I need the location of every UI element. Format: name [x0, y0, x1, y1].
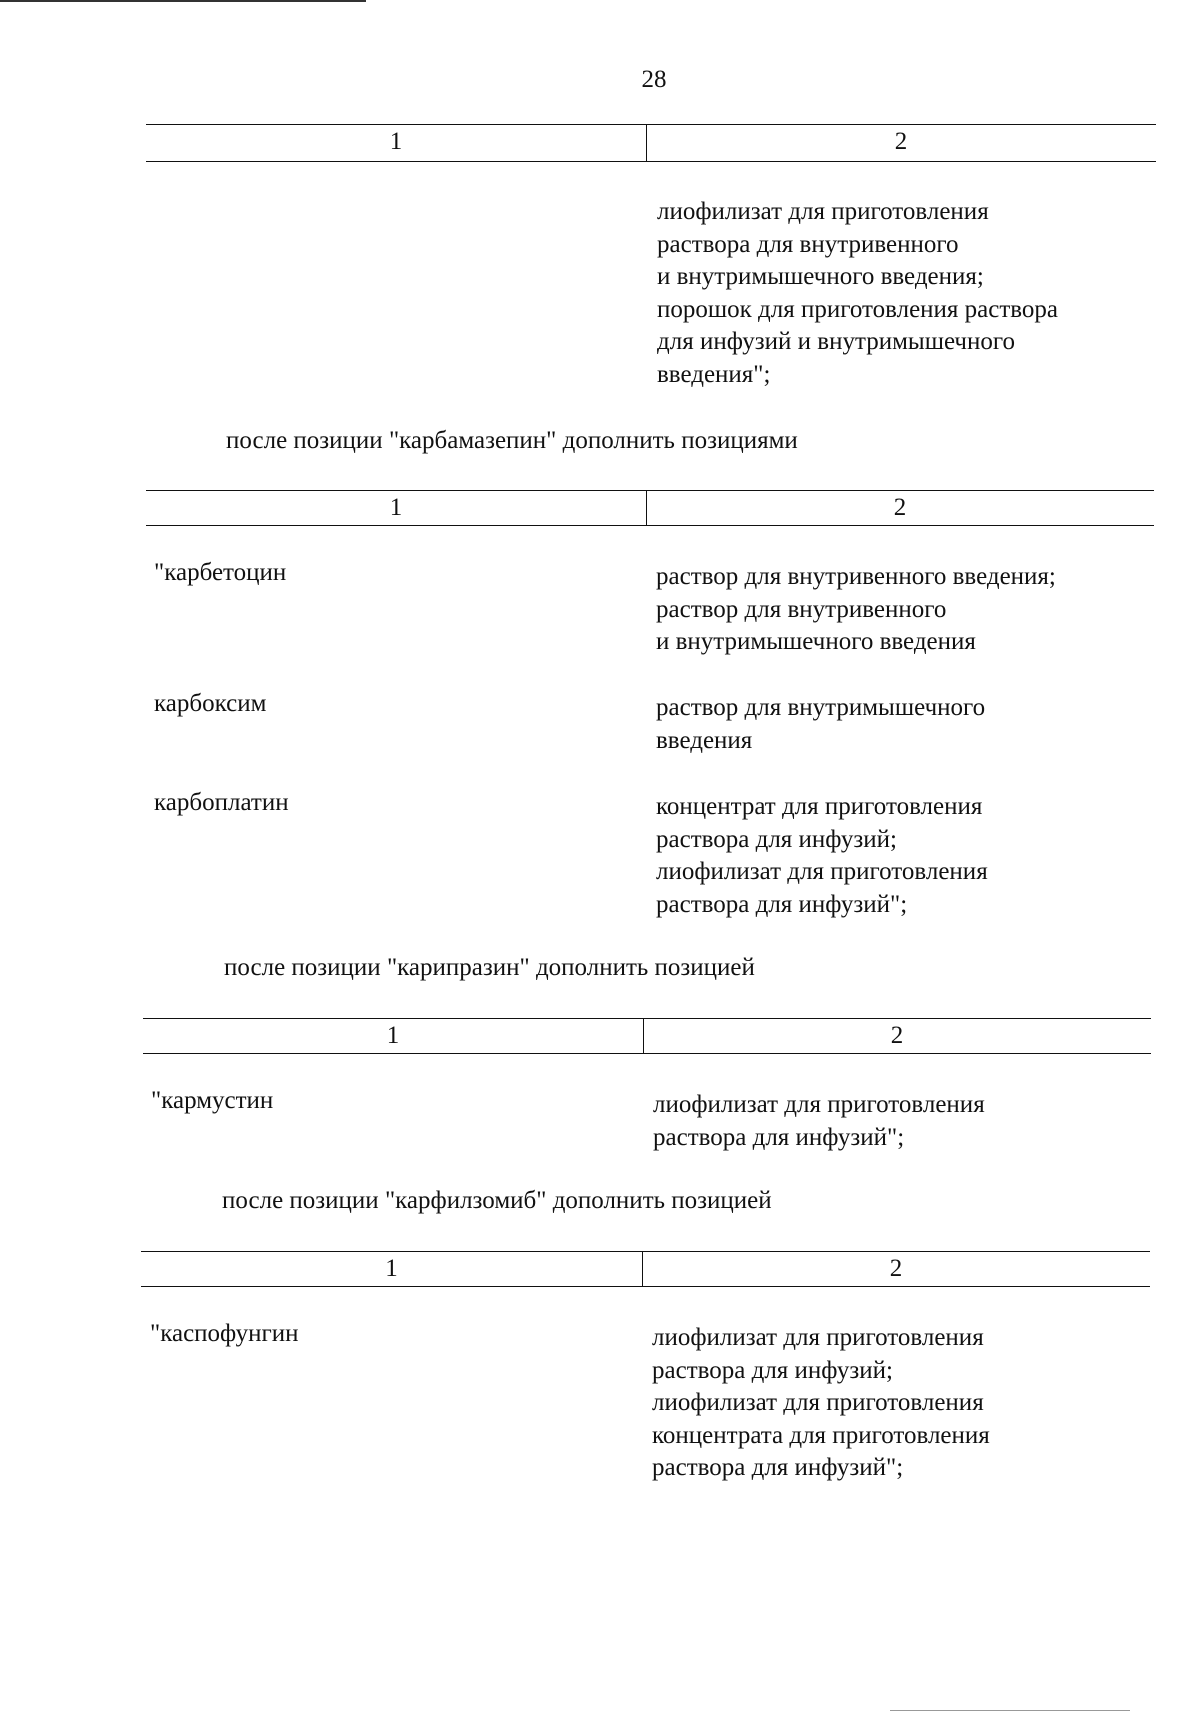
- dosage-form-line: лиофилизат для приготовления: [657, 198, 989, 225]
- dosage-form-line: раствора для инфузий";: [652, 1454, 904, 1481]
- header-bottom-rule: [146, 161, 1156, 162]
- column-number-1: 1: [389, 494, 403, 521]
- dosage-form-line: введения: [656, 726, 753, 754]
- column-number-2: 2: [889, 1255, 903, 1282]
- dosage-form-line: для инфузий и внутримышечного: [657, 328, 1016, 355]
- page-number: 28: [641, 66, 667, 93]
- dosage-forms-cell: [656, 692, 985, 757]
- dosage-form-line: раствора для внутривенного: [657, 230, 959, 258]
- column-header-row: [146, 490, 1154, 526]
- scan-edge-line: [0, 0, 366, 2]
- dosage-form-line: раствора для инфузий;: [656, 825, 897, 853]
- column-header-row: [141, 1251, 1150, 1287]
- dosage-forms-cell: [653, 1089, 985, 1154]
- column-header-row: [143, 1018, 1151, 1054]
- dosage-form-line: раствора для инфузий";: [653, 1123, 905, 1151]
- header-top-rule: [141, 1251, 1150, 1252]
- dosage-form-line: концентрат для приготовления: [656, 793, 983, 820]
- column-number-2: 2: [890, 1022, 904, 1049]
- dosage-form-line: лиофилизат для приготовления: [652, 1324, 984, 1351]
- column-number-2: 2: [894, 128, 908, 155]
- dosage-forms-cell: [656, 561, 1056, 659]
- dosage-forms-cell: [652, 1322, 990, 1485]
- column-header-row: [146, 124, 1156, 162]
- header-bottom-rule: [146, 525, 1154, 526]
- dosage-form-line: и внутримышечного введения: [656, 628, 976, 655]
- header-top-rule: [143, 1018, 1151, 1019]
- header-bottom-rule: [143, 1053, 1151, 1054]
- dosage-form-line: раствор для внутривенного: [656, 595, 947, 623]
- dosage-form-line: раствора для инфузий";: [656, 890, 908, 918]
- dosage-forms-cell: [657, 196, 1058, 391]
- dosage-forms-cell: [656, 791, 988, 921]
- header-top-rule: [146, 490, 1154, 491]
- drug-name: карбоплатин: [154, 789, 289, 816]
- drug-name: "карбетоцин: [154, 559, 287, 586]
- amendment-instruction: после позиции "карипразин" дополнить позицией: [224, 954, 755, 981]
- dosage-form-line: лиофилизат для приготовления: [656, 858, 988, 885]
- amendment-instruction: после позиции "карбамазепин" дополнить позициями: [226, 427, 798, 454]
- column-number-1: 1: [389, 128, 403, 155]
- header-bottom-rule: [141, 1286, 1150, 1287]
- amendment-instruction: после позиции "карфилзомиб" дополнить позицией: [222, 1187, 772, 1214]
- scan-edge-line: [890, 1710, 1130, 1711]
- drug-name: карбоксим: [154, 690, 267, 717]
- dosage-form-line: раствор для внутривенного введения;: [656, 563, 1056, 590]
- drug-name: "каспофунгин: [150, 1320, 299, 1347]
- dosage-form-line: лиофилизат для приготовления: [653, 1091, 985, 1118]
- dosage-form-line: раствор для внутримышечного: [656, 694, 986, 721]
- column-number-1: 1: [386, 1022, 400, 1049]
- dosage-form-line: концентрата для приготовления: [652, 1421, 990, 1449]
- column-number-1: 1: [385, 1255, 398, 1282]
- dosage-form-line: лиофилизат для приготовления: [652, 1389, 984, 1416]
- dosage-form-line: порошок для приготовления раствора: [657, 295, 1059, 323]
- dosage-form-line: введения";: [657, 360, 771, 388]
- header-top-rule: [146, 124, 1156, 125]
- drug-name: "кармустин: [151, 1087, 274, 1114]
- dosage-form-line: раствора для инфузий;: [652, 1356, 893, 1384]
- dosage-form-line: и внутримышечного введения;: [657, 263, 984, 290]
- column-number-2: 2: [893, 494, 907, 521]
